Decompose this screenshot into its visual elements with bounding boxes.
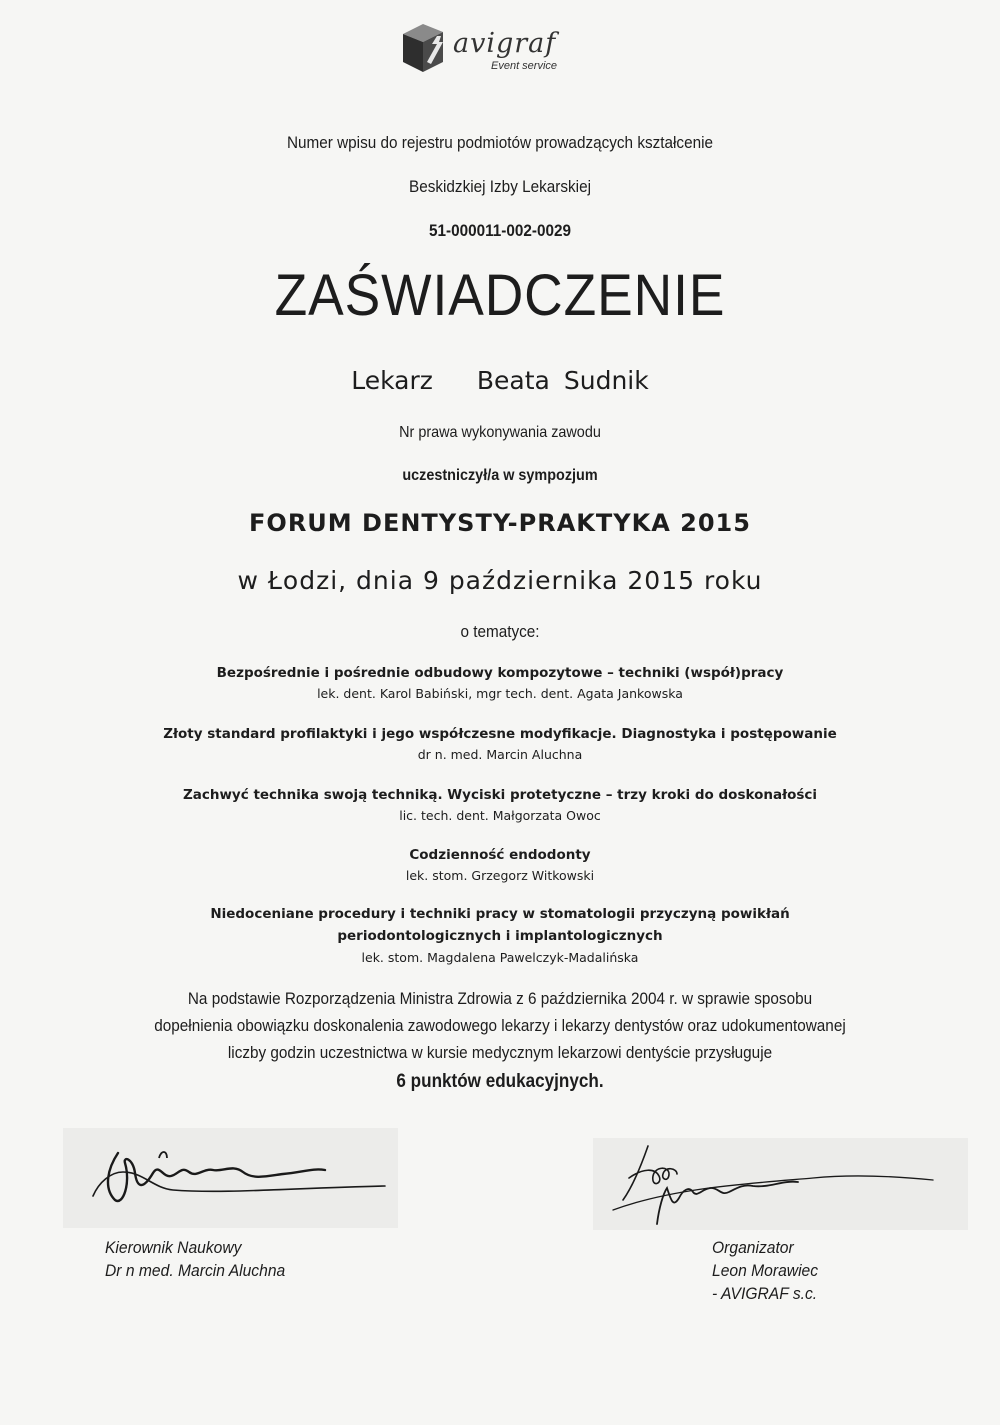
topics-intro: o tematyce: bbox=[460, 622, 540, 641]
cube-arrow-icon bbox=[397, 16, 449, 76]
legal-line-2: dopełnienia obowiązku doskonalenia zawodowego lekarzy i lekarzy dentystów oraz udokumentowanej bbox=[154, 1016, 846, 1035]
topic-5-title-line-1: Niedoceniane procedury i techniki pracy w stomatologii przyczyną powikłań bbox=[210, 906, 790, 922]
document-title: ZAŚWIADCZENIE bbox=[274, 263, 726, 328]
participant-last-name: Sudnik bbox=[563, 366, 649, 395]
signature-right-caption bbox=[712, 1236, 818, 1305]
signature-right-company: - AVIGRAF s.c. bbox=[712, 1284, 818, 1303]
topic-4-author: lek. stom. Grzegorz Witkowski bbox=[405, 868, 595, 883]
topic-5-author: lek. stom. Magdalena Pawelczyk-Madalińska bbox=[361, 950, 639, 965]
topic-2-title: Złoty standard profilaktyki i jego współczesne modyfikacje. Diagnostyka i postępowanie bbox=[163, 726, 837, 742]
license-label: Nr prawa wykonywania zawodu bbox=[399, 424, 601, 441]
topic-5-title-line-2: periodontologicznych i implantologicznych bbox=[337, 928, 663, 944]
signature-left-name: Dr n med. Marcin Aluchna bbox=[105, 1261, 286, 1280]
signature-left-caption bbox=[105, 1236, 285, 1282]
signature-left bbox=[63, 1128, 398, 1228]
topic-3-title: Zachwyć technika swoją techniką. Wyciski protetyczne – trzy kroki do doskonałości bbox=[182, 787, 818, 803]
signature-right-name: Leon Morawiec bbox=[712, 1261, 819, 1280]
participated-text: uczestniczył/a w sympozjum bbox=[402, 467, 598, 484]
participant-first-name: Beata bbox=[476, 366, 550, 395]
topic-1-title: Bezpośrednie i pośrednie odbudowy kompozytowe – techniki (współ)pracy bbox=[216, 665, 784, 681]
registry-number: 51-000011-002-0029 bbox=[428, 221, 572, 240]
event-place-date: w Łodzi, dnia 9 października 2015 roku bbox=[237, 566, 763, 595]
event-name: FORUM DENTYSTY-PRAKTYKA 2015 bbox=[249, 509, 751, 537]
signature-right-role: Organizator bbox=[712, 1238, 794, 1257]
participant-role: Lekarz bbox=[351, 366, 433, 395]
participant-line bbox=[0, 366, 1000, 395]
legal-line-3: liczby godzin uczestnictwa w kursie medycznym lekarzowi dentyście przysługuje bbox=[227, 1043, 773, 1062]
registry-line-2: Beskidzkiej Izby Lekarskiej bbox=[409, 177, 591, 196]
topic-4-title: Codzienność endodonty bbox=[409, 847, 591, 863]
education-points: 6 punktów edukacyjnych. bbox=[396, 1071, 604, 1092]
logo-subtitle: Event service bbox=[491, 60, 558, 72]
legal-line-1: Na podstawie Rozporządzenia Ministra Zdrowia z 6 października 2004 r. w sprawie sposobu bbox=[187, 989, 813, 1008]
topic-3-author: lic. tech. dent. Małgorzata Owoc bbox=[399, 808, 601, 823]
logo-name: avigraf bbox=[453, 28, 557, 59]
topic-2-author: dr n. med. Marcin Aluchna bbox=[417, 747, 583, 762]
registry-line-1: Numer wpisu do rejestru podmiotów prowadzących kształcenie bbox=[286, 133, 714, 152]
signature-left-role: Kierownik Naukowy bbox=[105, 1238, 242, 1257]
avigraf-logo bbox=[397, 14, 607, 78]
signature-right bbox=[593, 1138, 968, 1230]
topic-1-author: lek. dent. Karol Babiński, mgr tech. dent. Agata Jankowska bbox=[317, 686, 683, 701]
